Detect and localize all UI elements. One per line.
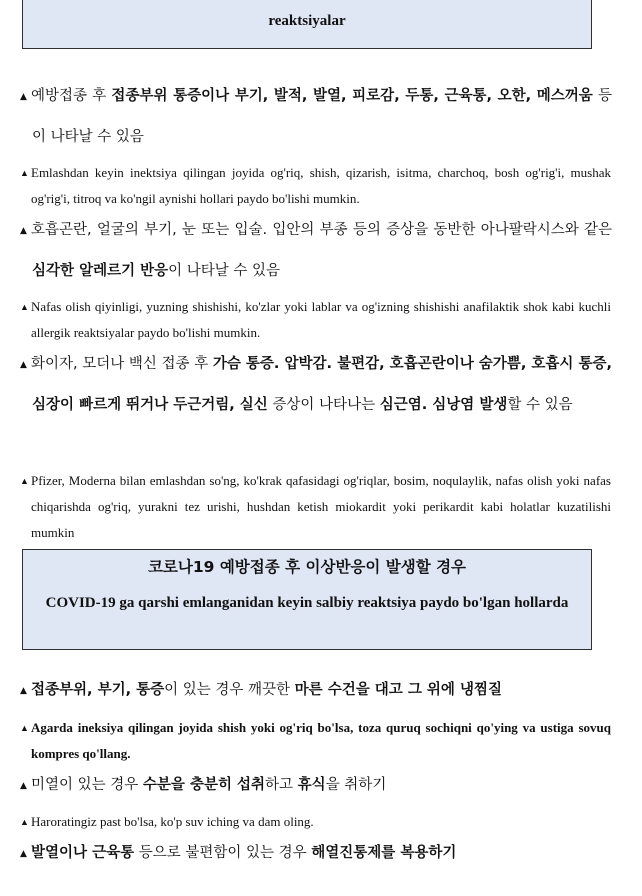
triangle-bullet-icon: ▲ [20,476,29,486]
text-run: 이 있는 경우 깨끗한 [164,682,295,698]
tip-1-uzbek [20,715,611,767]
bold-text-run: 접종부위, 부기, 통증 [31,682,165,698]
section-1-korean [20,76,612,157]
header-box-title-uz: reaktsiyalar [268,13,346,29]
section-2-korean [20,210,612,291]
triangle-bullet-icon: ▲ [20,168,29,178]
tip-2-uzbek [20,809,611,835]
triangle-bullet-icon: ▲ [20,226,27,236]
bold-text-run: 발열이나 근육통 [31,845,135,861]
triangle-bullet-icon: ▲ [20,849,27,859]
text-run: 등으로 불편함이 있는 경우 [134,845,312,861]
section-2-uzbek [20,294,611,346]
bold-text-run: 접종부위 통증이나 부기, 발적, 발열, 피로감, 두통, 근육통, 오한, 메스꺼움 [111,88,593,104]
triangle-bullet-icon: ▲ [20,686,27,696]
text-run: 할 수 있음 [507,397,573,413]
bold-text-run: 해열진통제를 복용하기 [311,845,457,861]
bold-text-run: 심근염. 심낭염 발생 [379,397,508,413]
bold-text-run: 휴식 [297,777,326,793]
section-1-uzbek-text: Emlashdan keyin inektsiya qilingan joyida og'riq, shish, qizarish, isitma, charchoq, bosh og'rig'i, mushak og'rig'i, titroq va ko'ngil aynishi hollari paydo bo'lishi mumkin. [31,165,611,206]
tip-2-uzbek-text: Haroratingiz past bo'lsa, ko'p suv iching va dam oling. [31,814,314,829]
adverse-reaction-box [22,549,592,650]
adverse-reaction-title-korean: 코로나19 예방접종 후 이상반응이 발생할 경우 [147,558,467,576]
text-run: 증상이 나타나는 [267,397,380,413]
tip-1-uzbek-text: Agarda ineksiya qilingan joyida shish yoki og'riq bo'lsa, toza quruq sochiqni qo'ying va ustiga sovuq kompres qo'llang. [31,720,611,761]
section-2-uzbek-text: Nafas olish qiyinligi, yuzning shishishi, ko'zlar yoki lablar va og'izning shishishi anafilaktik shok kabi kuchli allergik reaktsiyalar paydo bo'lishi mumkin. [31,299,611,340]
section-1-uzbek [20,160,611,212]
header-box [22,0,592,49]
text-run: 을 취하기 [325,777,387,793]
tip-2-korean [20,765,612,806]
section-3-uzbek [20,468,611,546]
text-run: 화이자, 모더나 백신 접종 후 [31,356,213,372]
tip-3-korean [20,833,612,874]
bold-text-run: 수분을 충분히 섭취 [142,777,266,793]
triangle-bullet-icon: ▲ [20,302,29,312]
triangle-bullet-icon: ▲ [20,92,27,102]
text-run: 미열이 있는 경우 [31,777,143,793]
text-run: 하고 [265,777,298,793]
bold-text-run: 가슴 통증. 압박감. 불편감, 호흡곤란이나 숨가쁨, 호흡시 통증, 심장이 빠르게 뛰거나 두근거림, 실신 [32,356,612,413]
section-3-uzbek-text: Pfizer, Moderna bilan emlashdan so'ng, ko'krak qafasidagi og'riqlar, bosim, noqulaylik, nafas olish yoki nafas chiqarishda og'riq, yurakni tez urishi, hushdan ketish miokardit yoki perikardit kabi holatlar kuzatilishi mumkin [31,473,611,540]
text-run: 호흡곤란, 얼굴의 부기, 눈 또는 입술. 입안의 부종 등의 증상을 동반한 아나팔락시스와 같은 [31,222,612,238]
text-run: 등이 나타날 수 있음 [32,88,613,145]
bold-text-run: 심각한 알레르기 반응 [32,263,169,279]
adverse-reaction-title-uzbek: COVID-19 ga qarshi emlanganidan keyin salbiy reaktsiya paydo bo'lgan hollarda [45,595,569,611]
triangle-bullet-icon: ▲ [20,817,29,827]
text-run: 예방접종 후 [31,88,112,104]
triangle-bullet-icon: ▲ [20,360,27,370]
bold-text-run: 마른 수건을 대고 그 위에 냉찜질 [294,682,503,698]
section-3-korean [20,344,612,425]
tip-1-korean [20,670,612,711]
triangle-bullet-icon: ▲ [20,723,29,733]
triangle-bullet-icon: ▲ [20,781,27,791]
text-run: 이 나타날 수 있음 [168,263,281,279]
